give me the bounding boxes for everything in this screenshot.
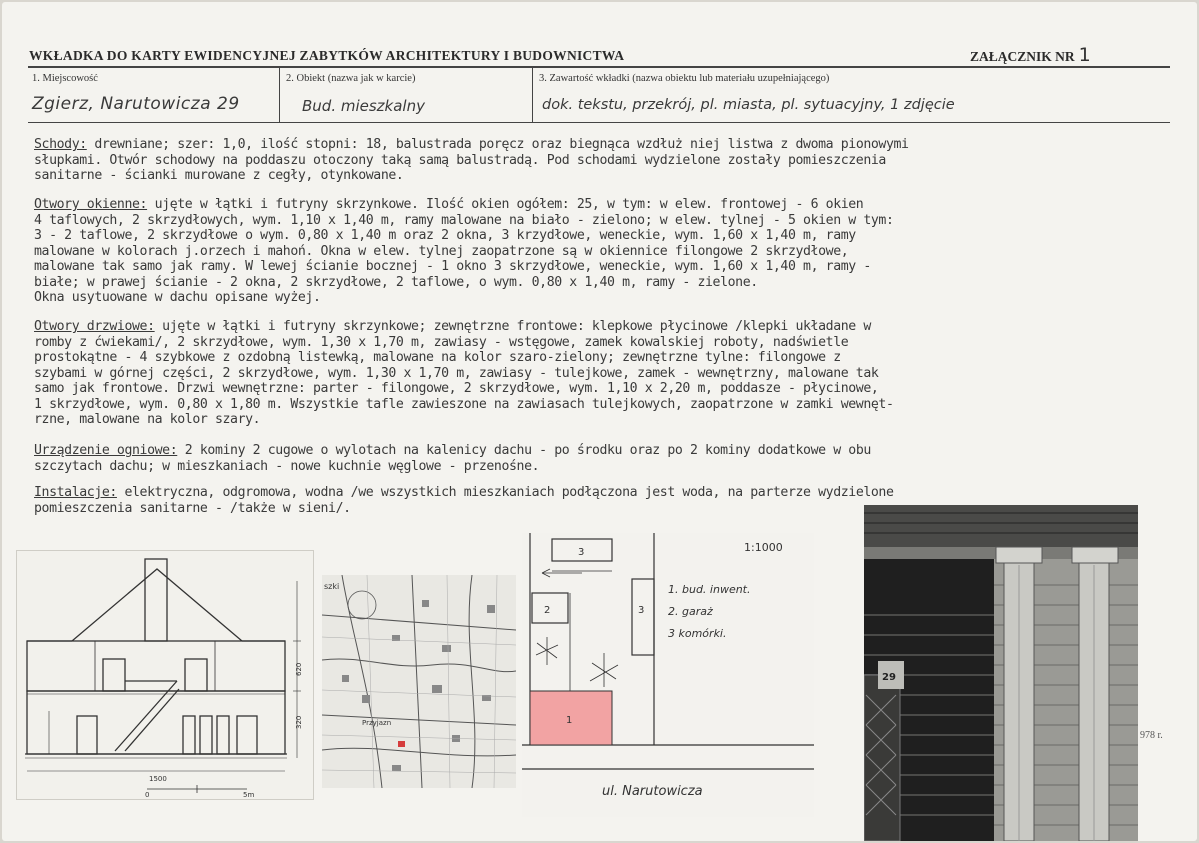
field-label-contents: 3. Zawartość wkładki (nazwa obiektu lub materiału uzupełniającego) (539, 73, 830, 84)
annex-number: 1 (1078, 44, 1091, 66)
legend-item-1: 1. bud. inwent. (668, 583, 751, 596)
dim-upper: 620 (295, 662, 303, 676)
location-marker (398, 741, 405, 747)
field-label-object: 2. Obiekt (nazwa jak w karcie) (286, 73, 416, 84)
section-stairs: Schody: drewniane; szer: 1,0, ilość stopni: 18, balustrada poręcz oraz biegnąca wzdłuż niej listwa z dwoma pionowymi słupkami. Otwór schodowy na poddaszu otoczony taką samą balustradą. Pod schodami wydzielone zostały pomieszczenia sanitarne - ścianki murowane z cegły, otynkowane. (34, 137, 909, 183)
site-number-3-top: 3 (578, 547, 585, 558)
section-doors: Otwory drzwiowe: ujęte w łątki i futryny skrzynkowe; zewnętrzne frontowe: klepkowe płycinowe /klepki układane w romby z ćwiekami/, 2 skrzydłowe, wym. 1,30 x 1,70 m, zawiasy - wstęgowe, zamek kowalskiej roboty, nadświetle prostokątne - 4 szybkowe z ozdobną listewką, malowane na kolor szaro-zielony; zewnętrzne tylne: filongowe z szybami w górnej części, 2 skrzydłowe, wym. 1,30 x 1,70 m, zawiasy - tulejkowe, zamek - wewnętrzny, malowane tak samo jak frontowe. Drzwi wewnętrzne: parter - filongowe, 2 skrzydłowe, wym. 1,10 x 2,20 m, poddasze - płycinowe, 1 skrzydłowe, wym. 0,80 x 1,80 m. Wszystkie tafle zawieszone na zawiasach tulejkowych, zaopatrzone w zamki wewnęt- rzne, malowane na kolor szary. (34, 319, 894, 427)
site-number-3-side: 3 (638, 605, 645, 616)
field-label-locality: 1. Miejscowość (32, 73, 98, 84)
dim-width: 1500 (149, 775, 167, 783)
site-number-1: 1 (566, 715, 573, 726)
site-number-2: 2 (544, 605, 551, 616)
site-scale: 1:1000 (744, 541, 783, 554)
field-divider-1 (279, 67, 280, 123)
field-divider-2 (532, 67, 533, 123)
fields-rule (28, 122, 1170, 123)
partial-year-text: 978 r. (1140, 730, 1163, 741)
section-installations: Instalacje: elektryczna, odgromowa, wodna /we wszystkich mieszkaniach podłączona jest woda, na parterze wydzielone pomieszczenia sanitarne - /także w sieni/. (34, 485, 894, 516)
annex-label: ZAŁĄCZNIK NR 1 (970, 44, 1091, 66)
header-rule (28, 66, 1170, 68)
legend-item-3: 3 komórki. (668, 627, 727, 640)
map-label-top: szki (324, 582, 340, 591)
map-label-street: Przyjazn (362, 719, 392, 727)
site-plan (522, 533, 814, 817)
house-number-plate: 29 (882, 672, 896, 683)
field-value-locality: Zgierz, Narutowicza 29 (32, 94, 240, 114)
scale-zero: 0 (145, 791, 150, 799)
building-photo (864, 505, 1138, 841)
legend-item-2: 2. garaż (668, 605, 713, 618)
field-value-object: Bud. mieszkalny (302, 97, 425, 115)
inventory-card (2, 2, 1197, 841)
section-windows: Otwory okienne: ujęte w łątki i futryny skrzynkowe. Ilość okien ogółem: 25, w tym: w elew. frontowej - 6 okien 4 taflowych, 2 skrzydłowych, wym. 1,10 x 1,40 m, ramy malowane na biało - zielono; w elew. tylnej - 5 okien w tym: 3 - 2 taflowe, 2 skrzydłowe o wym. 0,80 x 1,40 m oraz 2 okna, 3 krzydłowe, weneckie, wym. 1,60 x 1,40 m, ramy malowane w kolorach j.orzech i mahoń. Okna w elew. tylnej zaopatrzone są w okiennice filongowe 2 skrzydłowe, malowane tak samo jak ramy. W lewej ścianie bocznej - 1 okno 3 skrzydłowe, weneckie, wym. 1,60 x 1,40 m, ramy - białe; w prawej ścianie - 2 okna, 2 skrzydłowe, 2 taflowe, o wym. 0,80 x 1,40 m, ramy - zielone. Okna usytuowane w dachu opisane wyżej. (34, 197, 894, 305)
city-map (322, 575, 516, 788)
cross-section-drawing (16, 550, 314, 800)
field-value-contents: dok. tekstu, przekrój, pl. miasta, pl. sytuacyjny, 1 zdjęcie (542, 97, 955, 113)
scale-5m: 5m (243, 791, 255, 799)
dim-lower: 320 (295, 715, 303, 729)
section-heating: Urządzenie ogniowe: 2 kominy 2 cugowe o wylotach na kalenicy dachu - po środku oraz po 2 kominy dodatkowe w obu szczytach dachu; w mieszkaniach - nowe kuchnie węglowe - przenośne. (34, 443, 871, 474)
street-label: ul. Narutowicza (602, 784, 703, 799)
card-title: WKŁADKA DO KARTY EWIDENCYJNEJ ZABYTKÓW ARCHITEKTURY I BUDOWNICTWA (29, 48, 625, 63)
